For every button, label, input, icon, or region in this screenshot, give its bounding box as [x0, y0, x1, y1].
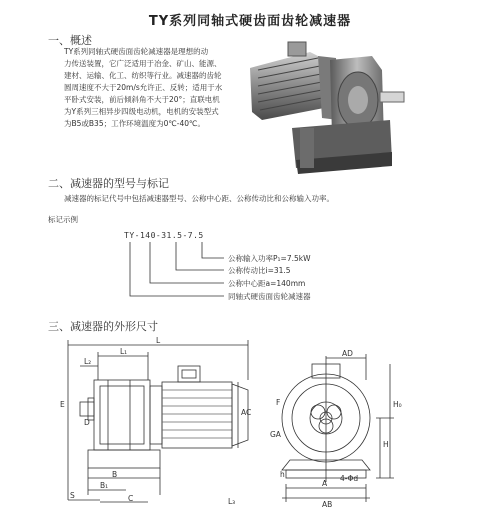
example-label: 标记示例	[48, 215, 78, 224]
model-code: TY-140-31.5-7.5	[124, 231, 204, 240]
dim-B: B	[112, 470, 118, 479]
dim-L: L	[156, 336, 161, 345]
marking-item: 公称中心距a=140mm	[228, 279, 306, 288]
page-title: TY系列同轴式硬齿面齿轮减速器	[148, 14, 352, 29]
section1-line: 平卧式安装，前后倾斜角不大于20°；直联电机	[64, 95, 220, 104]
motor-photo	[250, 42, 404, 174]
dim-D: D	[84, 418, 90, 427]
section1-line: 建材、运输、化工、纺织等行业。减速器的齿轮	[64, 71, 222, 80]
section1-line: 力传送装置，它广泛适用于冶金、矿山、能源、	[64, 59, 222, 68]
section2-text: 减速器的标记代号中包括减速器型号、公称中心距、公称传动比和公称输入功率。	[64, 194, 334, 203]
dim-L1: L₁	[120, 347, 128, 356]
dim-C: C	[128, 494, 134, 503]
section3-heading: 三、减速器的外形尺寸	[48, 320, 158, 333]
dim-H: H	[383, 440, 389, 449]
dim-h: h	[280, 470, 285, 479]
dim-GA: GA	[270, 430, 281, 439]
dim-F: F	[276, 398, 281, 407]
section1-line: 圆周速度不大于20m/s允许正、反转；适用于水	[64, 83, 223, 92]
dim-S: S	[70, 491, 75, 500]
section1-line: 为B5或B35；工作环境温度为0℃-40℃。	[64, 119, 205, 128]
marking-item: 公称传动比i=31.5	[228, 266, 291, 275]
marking-item: 同轴式硬齿面齿轮减速器	[228, 292, 311, 301]
section1-heading: 一、概述	[48, 34, 92, 47]
dim-AC: AC	[241, 408, 252, 417]
dim-AB: AB	[322, 500, 333, 509]
dim-L3: L₃	[228, 497, 236, 506]
section1-text	[64, 46, 264, 130]
dim-A: A	[322, 479, 328, 488]
dim-B1: B₁	[100, 481, 109, 490]
dim-E: E	[60, 400, 65, 409]
dim-L2: L₂	[84, 357, 92, 366]
dim-AD: AD	[342, 349, 353, 358]
marking-item: 公称输入功率P₁=7.5kW	[228, 254, 311, 263]
dim-H0: H₀	[393, 400, 402, 409]
section2-heading: 二、减速器的型号与标记	[48, 177, 169, 190]
section1-line: TY系列同轴式硬齿面齿轮减速器是理想的动	[64, 47, 209, 56]
section1-line: 为Y系列三相异步四级电动机，电机的安装型式	[64, 107, 219, 116]
dim-hole: 4-Φd	[340, 474, 359, 483]
